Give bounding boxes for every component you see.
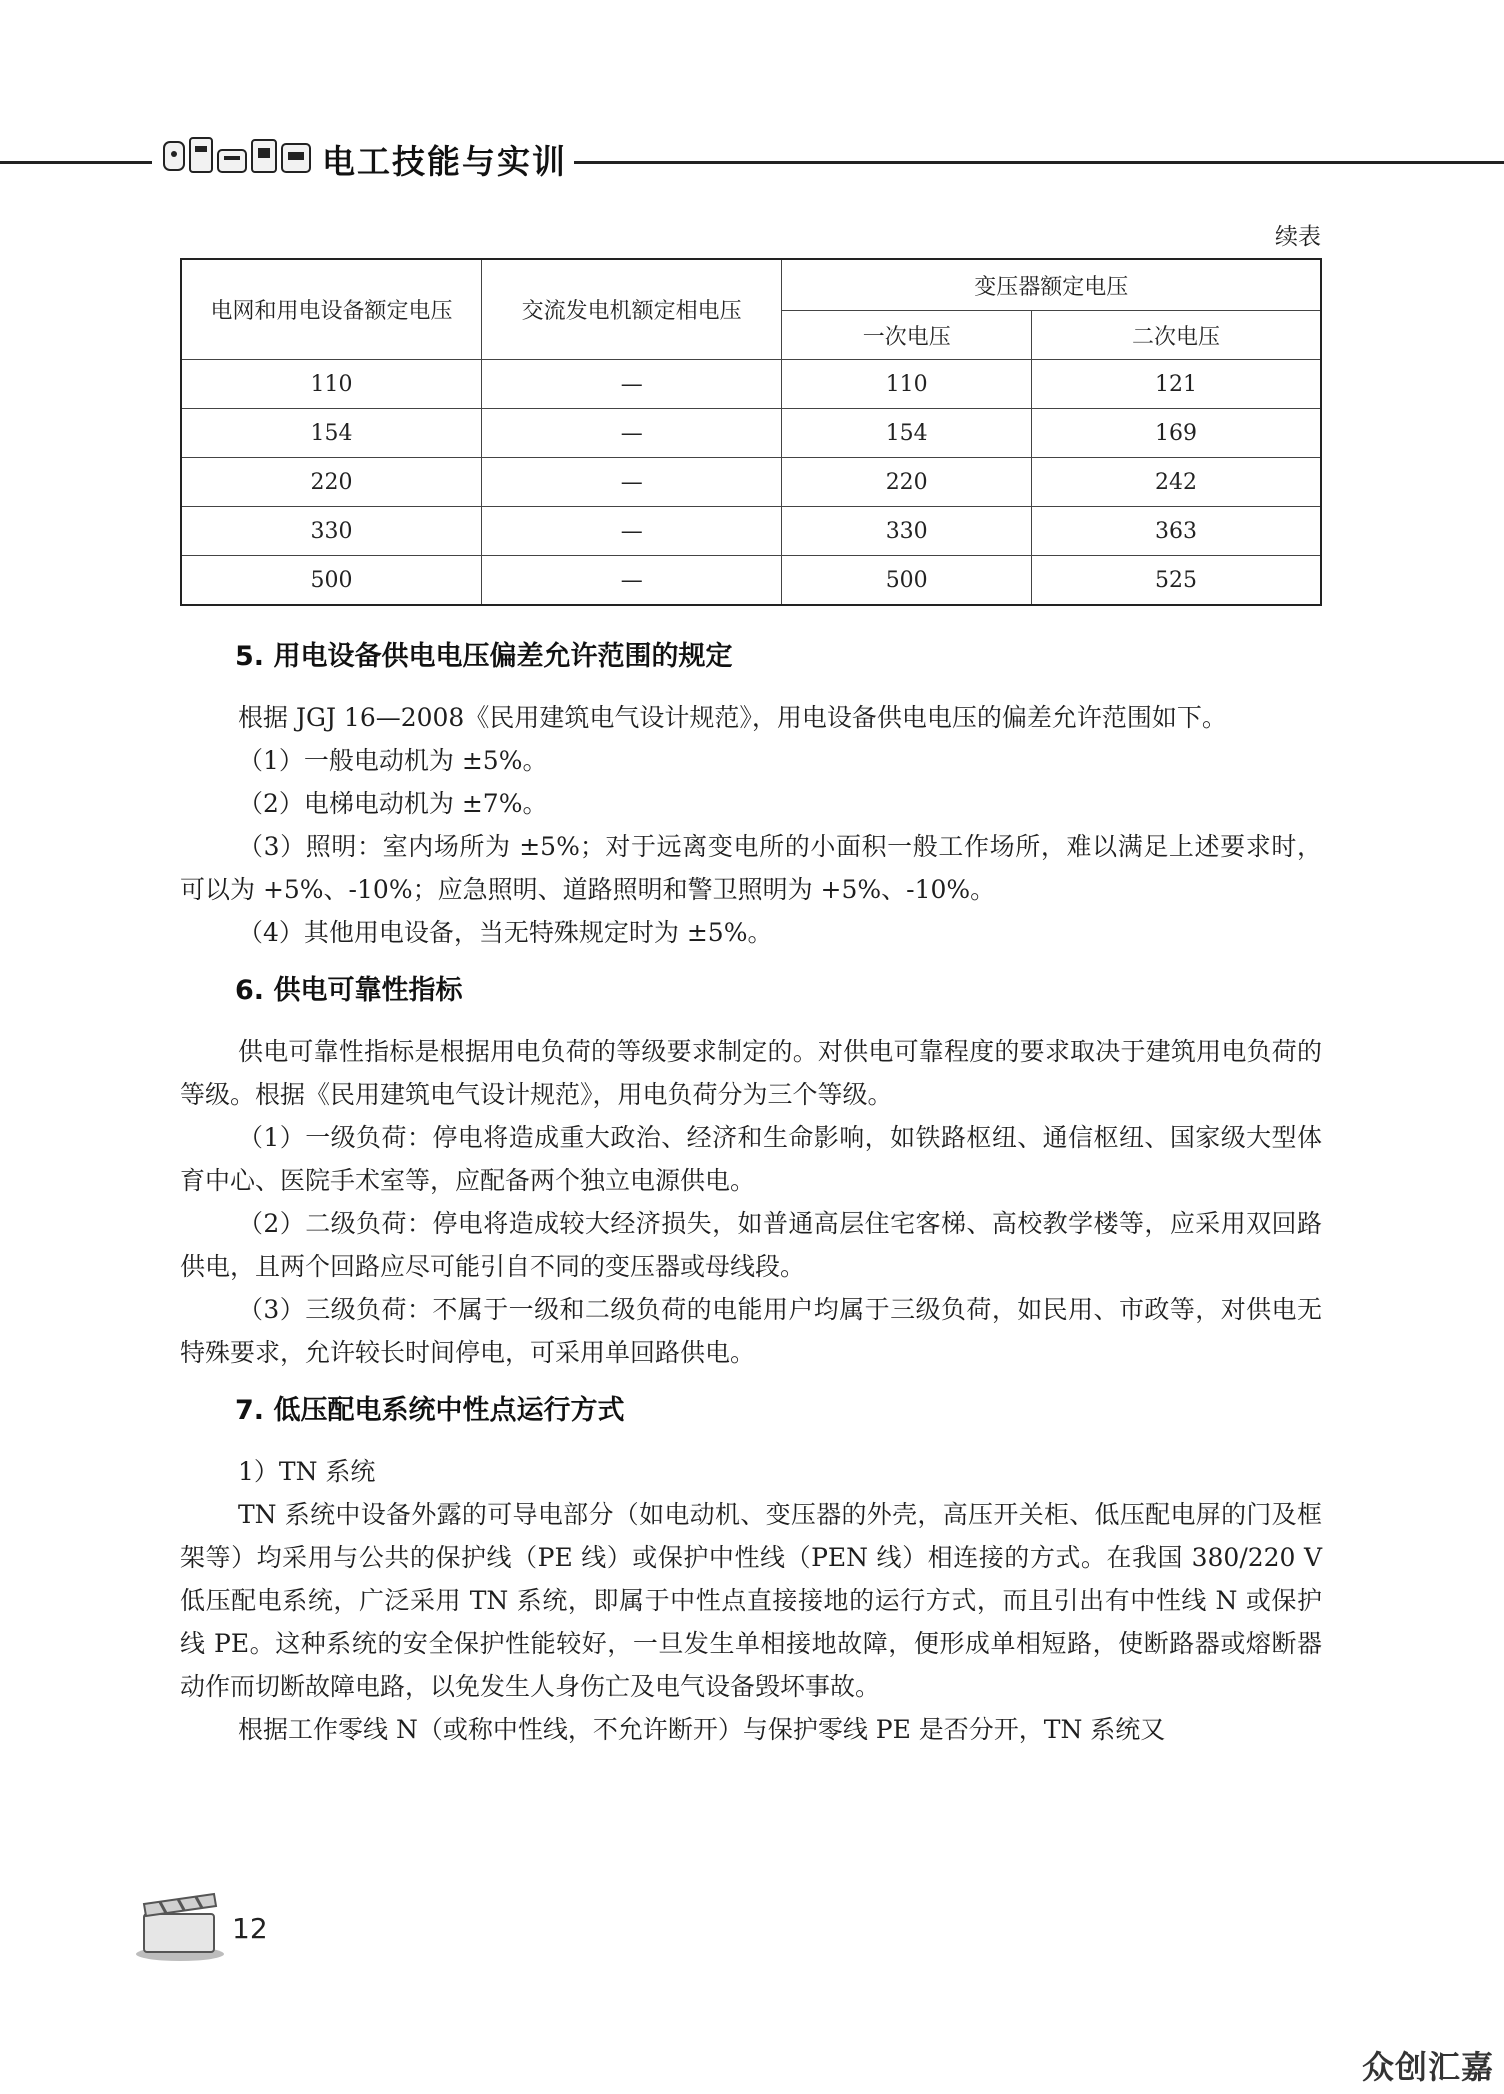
table-cell: 330 bbox=[181, 507, 481, 556]
header-grid-device-voltage: 电网和用电设备额定电压 bbox=[181, 259, 481, 360]
paragraph: TN 系统中设备外露的可导电部分（如电动机、变压器的外壳，高压开关柜、低压配电屏的门及框架等）均采用与公共的保护线（PE 线）或保护中性线（PEN 线）相连接的方式。在我国 380/220 V 低压配电系统，广泛采用 TN 系统，即属于中性点直接接地的运行方式，而且引出有中性线 N 或保护线 PE。这种系统的安全保护性能较好，一旦发生单相接地故障，便形成单相短路，使断路器或熔断器动作而切断故障电路，以免发生人身伤亡及电气设备毁坏事故。 bbox=[180, 1500, 1322, 1701]
clapperboard-icon bbox=[130, 1890, 226, 1962]
body-text bbox=[180, 632, 1322, 1751]
header-transformer-voltage: 变压器额定电压 bbox=[782, 259, 1321, 311]
paragraph: 根据 JGJ 16—2008《民用建筑电气设计规范》，用电设备供电电压的偏差允许范围如下。 bbox=[238, 703, 1227, 732]
table-cell: — bbox=[481, 409, 781, 458]
table-cell: 154 bbox=[181, 409, 481, 458]
table-cell: 500 bbox=[782, 556, 1032, 606]
list-item: （4）其他用电设备，当无特殊规定时为 ±5%。 bbox=[238, 918, 773, 947]
table-cell: — bbox=[481, 507, 781, 556]
table-cell: — bbox=[481, 360, 781, 409]
section-heading-5: 5. 用电设备供电电压偏差允许范围的规定 bbox=[235, 641, 733, 672]
table-cell: 500 bbox=[181, 556, 481, 606]
header-primary-voltage: 一次电压 bbox=[782, 311, 1032, 360]
table-cell: 121 bbox=[1031, 360, 1321, 409]
list-item: （1）一般电动机为 ±5%。 bbox=[238, 746, 548, 775]
table-cell: — bbox=[481, 458, 781, 507]
section-heading-7: 7. 低压配电系统中性点运行方式 bbox=[235, 1395, 625, 1426]
subheading: 1）TN 系统 bbox=[238, 1457, 376, 1486]
table-cell: 363 bbox=[1031, 507, 1321, 556]
list-item: （3）照明：室内场所为 ±5%；对于远离变电所的小面积一般工作场所，难以满足上述要求时，可以为 +5%、-10%；应急照明、道路照明和警卫照明为 +5%、-10%。 bbox=[180, 832, 1322, 904]
header-rule-left bbox=[0, 161, 152, 164]
header-secondary-voltage: 二次电压 bbox=[1031, 311, 1321, 360]
table-cell: 110 bbox=[782, 360, 1032, 409]
voltage-table bbox=[180, 258, 1322, 606]
table-cell: 169 bbox=[1031, 409, 1321, 458]
table-row bbox=[181, 556, 1321, 606]
header-generator-phase-voltage: 交流发电机额定相电压 bbox=[481, 259, 781, 360]
table-cell: 220 bbox=[181, 458, 481, 507]
table-cell: 220 bbox=[782, 458, 1032, 507]
table-cell: 154 bbox=[782, 409, 1032, 458]
paragraph: 供电可靠性指标是根据用电负荷的等级要求制定的。对供电可靠程度的要求取决于建筑用电负荷的等级。根据《民用建筑电气设计规范》，用电负荷分为三个等级。 bbox=[180, 1037, 1322, 1109]
section-heading-6: 6. 供电可靠性指标 bbox=[235, 975, 463, 1006]
book-title: 电工技能与实训 bbox=[322, 142, 567, 181]
list-item: （1）一级负荷：停电将造成重大政治、经济和生命影响，如铁路枢纽、通信枢纽、国家级大型体育中心、医院手术室等，应配备两个独立电源供电。 bbox=[180, 1123, 1322, 1195]
table-row bbox=[181, 409, 1321, 458]
watermark: 众创汇嘉 bbox=[1361, 2048, 1494, 2086]
list-item: （2）二级负荷：停电将造成较大经济损失，如普通高层住宅客梯、高校教学楼等，应采用双回路供电，且两个回路应尽可能引自不同的变压器或母线段。 bbox=[180, 1209, 1322, 1281]
paragraph: 根据工作零线 N（或称中性线，不允许断开）与保护零线 PE 是否分开，TN 系统又 bbox=[238, 1715, 1166, 1744]
table-continued-label: 续表 bbox=[1275, 224, 1321, 250]
table-row bbox=[181, 507, 1321, 556]
table-cell: 242 bbox=[1031, 458, 1321, 507]
table-row bbox=[181, 458, 1321, 507]
table-cell: 525 bbox=[1031, 556, 1321, 606]
tools-decoration-icon bbox=[162, 134, 314, 178]
table-cell: 330 bbox=[782, 507, 1032, 556]
list-item: （2）电梯电动机为 ±7%。 bbox=[238, 789, 548, 818]
page-number: 12 bbox=[232, 1912, 268, 1945]
table-cell: — bbox=[481, 556, 781, 606]
header-rule-right bbox=[574, 161, 1504, 164]
list-item: （3）三级负荷：不属于一级和二级负荷的电能用户均属于三级负荷，如民用、市政等，对供电无特殊要求，允许较长时间停电，可采用单回路供电。 bbox=[180, 1295, 1322, 1367]
table-cell: 110 bbox=[181, 360, 481, 409]
table-row bbox=[181, 360, 1321, 409]
